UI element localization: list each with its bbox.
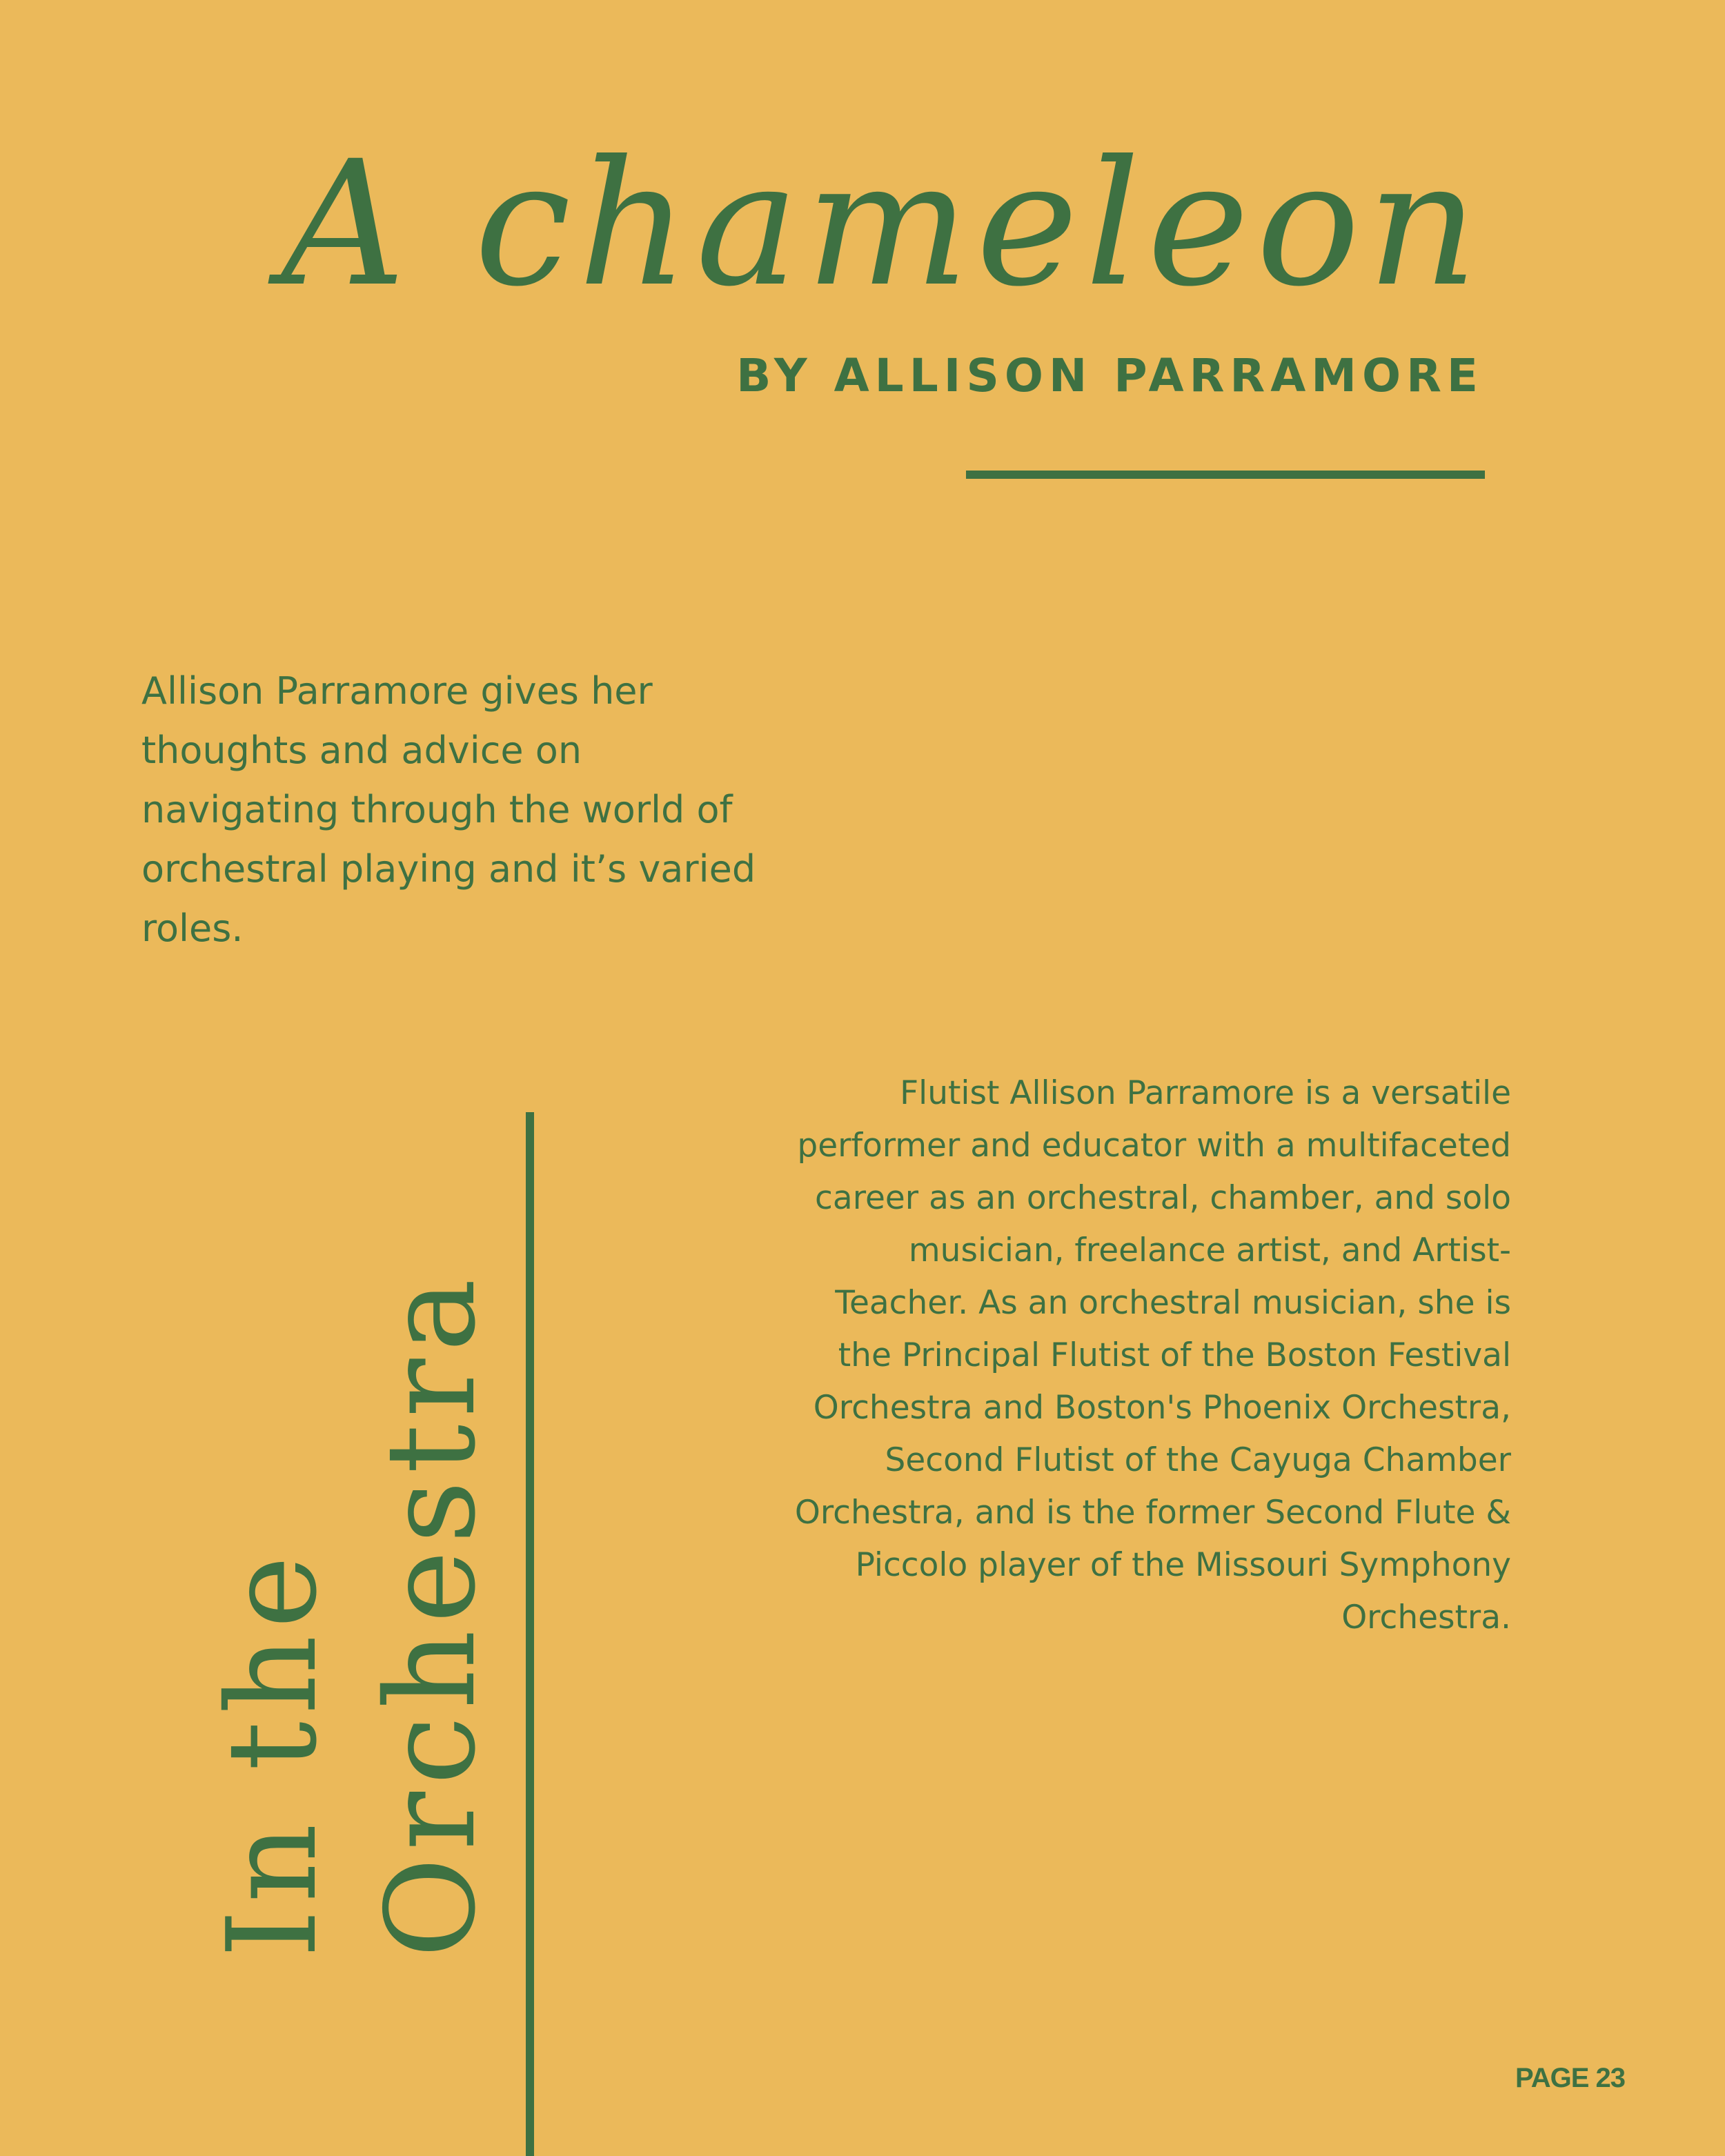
- section-heading: [193, 1272, 511, 1958]
- article-title: A chameleon: [281, 123, 1485, 324]
- intro-paragraph: Allison Parramore gives her thoughts and advice on navigating through the world of orchestral playing and it’s varied roles.: [141, 669, 756, 950]
- bio-paragraph: Flutist Allison Parramore is a versatile performer and educator with a multifaceted career as an orchestral, chamber, and solo musician, freelance artist, and Artist-Teacher. As an orchestral musician, she is the Principal Flutist of the Boston Festival Orchestra and Boston's Phoenix Orchestra, Second Flutist of the Cayuga Chamber Orchestra, and is the former Second Flute & Piccolo player of the Missouri Symphony Orchestra.: [794, 1074, 1511, 1636]
- title-divider: [966, 471, 1485, 479]
- author-byline: BY ALLISON PARRAMORE: [736, 349, 1483, 402]
- section-divider: [526, 1112, 534, 2156]
- section-heading-line-2: Orchestra: [359, 1272, 502, 1958]
- page-number: PAGE 23: [1515, 2063, 1625, 2093]
- section-heading-line-1: In the: [201, 1548, 344, 1958]
